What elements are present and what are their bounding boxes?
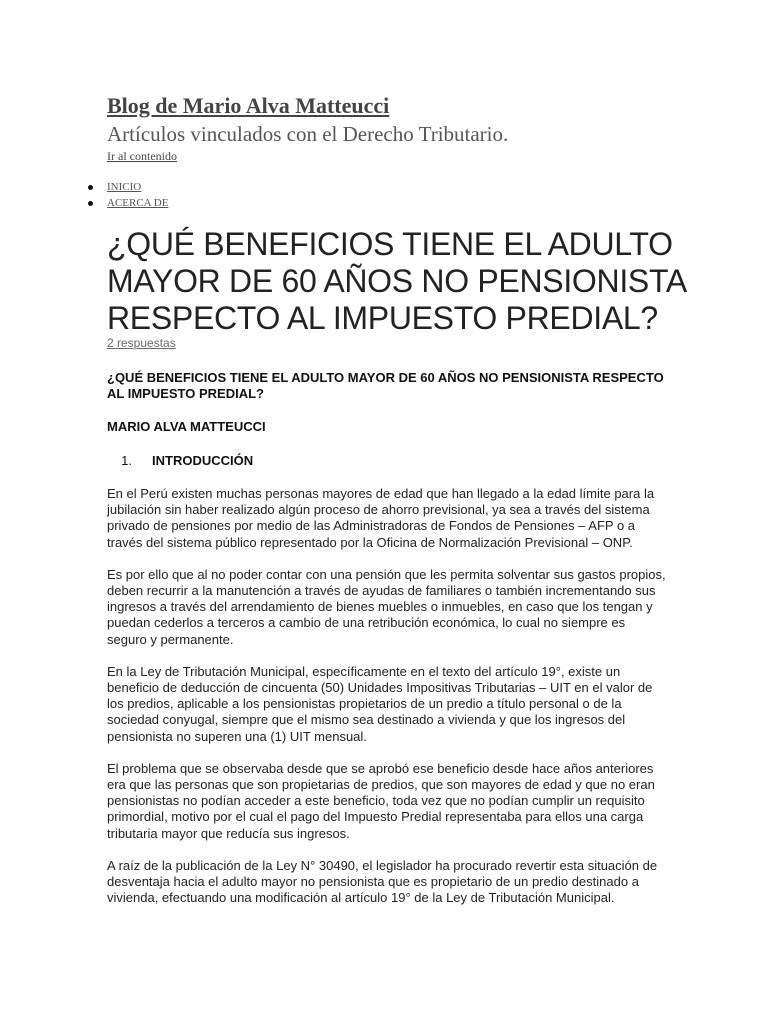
- section-heading: [107, 453, 667, 469]
- post-author: MARIO ALVA MATTEUCCI: [107, 419, 266, 434]
- blog-description: Artículos vinculados con el Derecho Tributario.: [107, 122, 509, 146]
- paragraph: Es por ello que al no poder contar con una pensión que les permita solventar sus gastos propios, deben recurrir a la manutención a través de ayudas de familiares o también incrementando sus ingresos a través del arrendamiento de bienes muebles o inmuebles, en caso que los tengan y puedan cederlos a terceros a cambio de una retribución económica, lo cual no siempre es seguro y permanente.: [107, 566, 666, 647]
- bullet-icon: [88, 201, 93, 206]
- main-navigation: [0, 180, 768, 212]
- nav-link-acerca-de[interactable]: ACERCA DE: [107, 197, 169, 209]
- replies-link[interactable]: 2 respuestas: [107, 336, 176, 350]
- post-title: ¿QUÉ BENEFICIOS TIENE EL ADULTO MAYOR DE 60 AÑOS NO PENSIONISTA RESPECTO AL IMPUESTO PREDIAL?: [107, 226, 686, 336]
- post-subheading: ¿QUÉ BENEFICIOS TIENE EL ADULTO MAYOR DE 60 AÑOS NO PENSIONISTA RESPECTO AL IMPUESTO PREDIAL?: [107, 370, 664, 401]
- blog-title-link[interactable]: Blog de Mario Alva Matteucci: [107, 93, 390, 118]
- paragraph: A raíz de la publicación de la Ley N° 30490, el legislador ha procurado revertir esta situación de desventaja hacia el adulto mayor no pensionista que es propietario de un predio destinado a vivienda, efectuando una modificación al artículo 19° de la Ley de Tributación Municipal.: [107, 857, 658, 906]
- paragraph: En el Perú existen muchas personas mayores de edad que han llegado a la edad límite para la jubilación sin haber realizado algún proceso de ahorro previsional, ya sea a través del sistema privado de pensiones por medio de las Administradoras de Fondos de Pensiones – AFP o a través del sistema público representado por la Oficina de Normalización Previsional – ONP.: [107, 486, 655, 550]
- nav-item-acerca-de: [0, 196, 768, 212]
- paragraph: En la Ley de Tributación Municipal, específicamente en el texto del artículo 19°, existe un beneficio de deducción de cincuenta (50) Unidades Impositivas Tributarias – UIT en el valor de los predios, aplicable a los pensionistas propietarios de un predio a título personal o de la sociedad conyugal, siempre que el mismo sea destinado a vivienda y que los ingresos del pensionista no superen una (1) UIT mensual.: [107, 663, 653, 744]
- bullet-icon: [88, 185, 93, 190]
- paragraph: El problema que se observaba desde que se aprobó ese beneficio desde hace años anteriores era que las personas que son propietarias de predios, que son mayores de edad y que no eran pensionistas no podían acceder a este beneficio, toda vez que no podían cumplir un requisito primordial, motivo por el cual el pago del Impuesto Predial representaba para ellos una carga tributaria mayor que reducía sus ingresos.: [107, 760, 655, 841]
- post-content: [107, 370, 667, 906]
- nav-link-inicio[interactable]: INICIO: [107, 181, 142, 193]
- nav-item-inicio: [0, 180, 768, 196]
- skip-to-content-link[interactable]: Ir al contenido: [107, 149, 177, 163]
- section-number: 1.: [121, 453, 132, 468]
- section-title: INTRODUCCIÓN: [152, 453, 254, 468]
- blog-header: [107, 92, 667, 165]
